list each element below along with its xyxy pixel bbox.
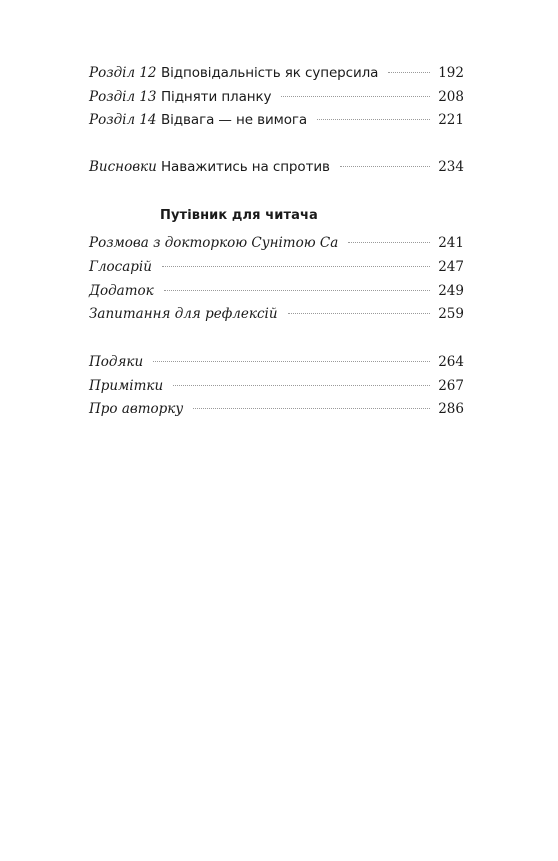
- toc-entry-chapter-13: [89, 87, 464, 107]
- chapter-label: Розділ 13: [89, 89, 157, 105]
- toc-entry-reader-guide-glossary: [89, 257, 464, 277]
- entry-title: Примітки: [89, 378, 164, 394]
- dot-leader: [388, 72, 430, 73]
- dot-leader: [164, 290, 430, 291]
- toc-entry-chapter-14: [89, 110, 464, 130]
- page-number: 221: [438, 112, 464, 128]
- entry-title: Додаток: [89, 283, 154, 299]
- toc-entry-conclusion: [89, 157, 464, 177]
- dot-leader: [317, 119, 430, 120]
- page-number: 264: [438, 354, 464, 370]
- page-number: 267: [438, 378, 464, 394]
- page-number: 192: [438, 65, 464, 81]
- entry-title: Про авторку: [89, 401, 184, 417]
- entry-title: Розмова з докторкою Сунітою Са: [89, 235, 339, 251]
- reader-guide-heading: Путівник для читача: [160, 208, 318, 223]
- dot-leader: [153, 361, 430, 362]
- chapter-title: Підняти планку: [161, 89, 272, 105]
- conclusion-label: Висновки: [89, 159, 157, 175]
- dot-leader: [193, 408, 430, 409]
- dot-leader: [288, 313, 430, 314]
- toc-entry-reader-guide-questions: [89, 304, 464, 324]
- dot-leader: [348, 242, 430, 243]
- chapter-label: Розділ 14: [89, 112, 157, 128]
- chapter-title: Відвага — не вимога: [161, 112, 308, 128]
- dot-leader: [162, 266, 430, 267]
- toc-entry-acknowledgements: [89, 352, 464, 372]
- page-number: 249: [438, 283, 464, 299]
- entry-title: Глосарій: [89, 259, 152, 275]
- toc-entry-about-author: [89, 399, 464, 419]
- page-number: 234: [438, 159, 464, 175]
- entry-title: Запитання для рефлексій: [89, 306, 278, 322]
- page-number: 286: [438, 401, 464, 417]
- page-number: 259: [438, 306, 464, 322]
- chapter-label: Розділ 12: [89, 65, 157, 81]
- toc-entry-reader-guide-interview: [89, 233, 464, 253]
- toc-entry-chapter-12: [89, 63, 464, 83]
- dot-leader: [173, 385, 430, 386]
- page-number: 208: [438, 89, 464, 105]
- toc-entry-reader-guide-appendix: [89, 281, 464, 301]
- page-number: 247: [438, 259, 464, 275]
- dot-leader: [340, 166, 430, 167]
- dot-leader: [281, 96, 430, 97]
- toc-entry-notes: [89, 376, 464, 396]
- entry-title: Подяки: [89, 354, 144, 370]
- conclusion-title: Наважитись на спротив: [161, 159, 330, 175]
- page-number: 241: [438, 235, 464, 251]
- chapter-title: Відповідальність як суперсила: [161, 65, 379, 81]
